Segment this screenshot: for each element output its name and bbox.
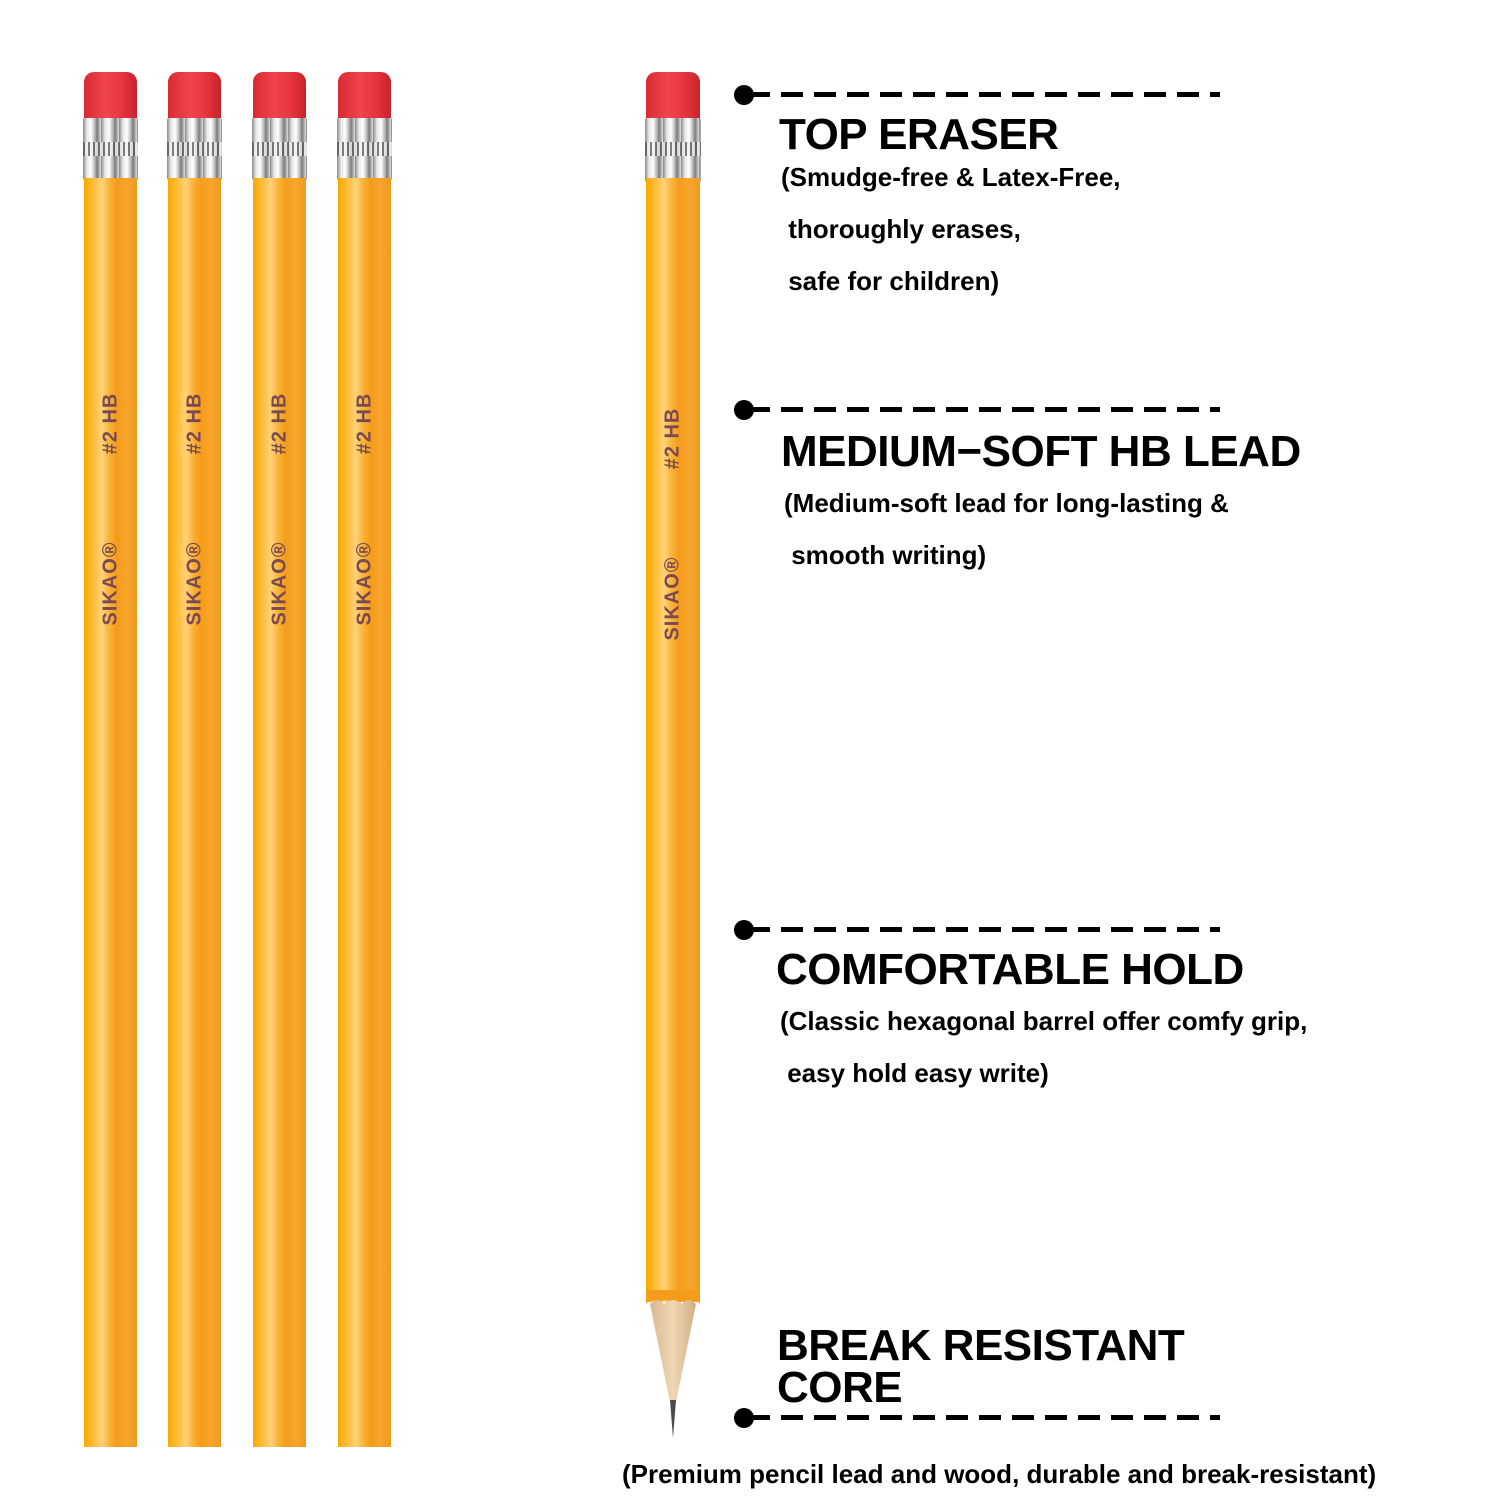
feature-desc-line: (Smudge-free & Latex-Free,: [781, 162, 1121, 192]
pencil-2: [168, 72, 221, 1447]
callout-dashed-line: [748, 927, 1220, 932]
pencil-3: [253, 72, 306, 1447]
ferrule: [645, 118, 701, 182]
barrel: [253, 178, 306, 1447]
feature-desc-line: easy hold easy write): [780, 1058, 1049, 1088]
ferrule: [83, 118, 138, 180]
barrel: [646, 178, 700, 1302]
feature-pencil: [646, 72, 700, 1302]
feature-desc-line: smooth writing): [784, 540, 987, 570]
ferrule: [337, 118, 392, 180]
feature-title-line2: CORE: [777, 1363, 903, 1412]
callout-dashed-line: [748, 407, 1220, 412]
feature-title-line1: BREAK RESISTANT: [777, 1321, 1185, 1370]
barrel: [84, 178, 137, 1447]
feature-title: MEDIUM−SOFT HB LEAD: [781, 427, 1301, 476]
ferrule: [252, 118, 307, 180]
eraser: [84, 72, 137, 122]
feature-desc-line: (Premium pencil lead and wood, durable and break-resistant): [622, 1459, 1377, 1489]
ferrule: [167, 118, 222, 180]
barrel: [168, 178, 221, 1447]
eraser: [646, 72, 700, 122]
callout-dashed-line: [748, 1415, 1220, 1420]
feature-desc-line: (Medium-soft lead for long-lasting &: [784, 488, 1229, 518]
brand-imprint: SIKAO®: [661, 556, 684, 641]
eraser: [168, 72, 221, 122]
grade-imprint: #2 HB: [99, 392, 121, 455]
brand-imprint: SIKAO®: [268, 541, 290, 626]
feature-title: COMFORTABLE HOLD: [776, 945, 1244, 994]
eraser: [338, 72, 391, 122]
feature-desc-line: safe for children): [781, 266, 1000, 296]
callout-dashed-line: [748, 92, 1220, 97]
grade-imprint: #2 HB: [183, 392, 205, 455]
feature-desc-line: thoroughly erases,: [781, 214, 1021, 244]
sharpened-tip: [646, 1290, 700, 1440]
pencil-1: [84, 72, 137, 1447]
brand-imprint: SIKAO®: [183, 541, 205, 626]
brand-imprint: SIKAO®: [353, 541, 375, 626]
brand-imprint: SIKAO®: [99, 541, 121, 626]
grade-imprint: #2 HB: [268, 392, 290, 455]
feature-desc-line: (Classic hexagonal barrel offer comfy grip,: [780, 1006, 1308, 1036]
eraser: [253, 72, 306, 122]
barrel: [338, 178, 391, 1447]
feature-title: TOP ERASER: [779, 110, 1059, 159]
grade-imprint: #2 HB: [353, 392, 375, 455]
grade-imprint: #2 HB: [661, 407, 684, 470]
pencil-4: [338, 72, 391, 1447]
